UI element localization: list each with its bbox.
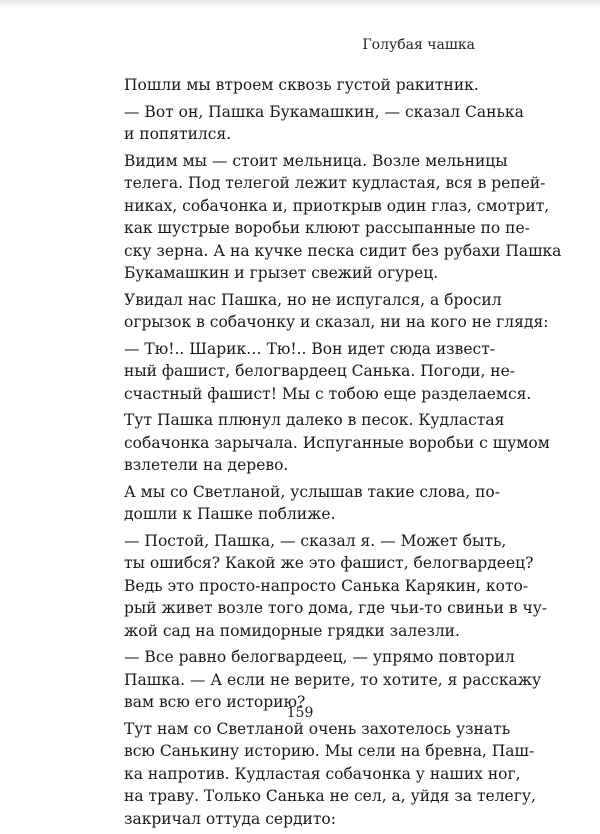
text-line: телега. Под телегой лежит кудластая, вся в репей- — [124, 174, 546, 192]
text-line: как шустрые воробьи клюют рассыпанные по пе- — [124, 219, 530, 237]
text-line: огрызок в собачонку и сказал, ни на кого не глядя: — [124, 313, 549, 331]
paragraph — [124, 338, 532, 406]
text-line: ка напротив. Кудластая собачонка у наших ног, — [124, 764, 521, 783]
text-line: ный фашист, белогвардеец Санька. Погоди, не- — [124, 362, 516, 380]
text-line: никах, собачонка и, приоткрыв один глаз, смотрит, — [124, 196, 550, 215]
text-line: — Тю!.. Шарик… Тю!.. Вон идет сюда извест- — [124, 339, 496, 358]
text-line: Тут Пашка плюнул далеко в песок. Кудластая — [124, 411, 505, 429]
paragraph — [124, 289, 549, 334]
paragraph — [124, 409, 550, 477]
text-line: Ведь это просто-напросто Санька Карякин, кото- — [124, 576, 529, 595]
text-line: Пошли мы втроем сквозь густой ракитник. — [124, 76, 479, 94]
text-line: на траву. Только Санька не сел, а, уйдя за телегу, — [124, 787, 536, 805]
text-line: Букамашкин и грызет свежий огурец. — [124, 264, 439, 282]
text-line: и попятился. — [124, 125, 232, 143]
text-line: — Все равно белогвардеец, — упрямо повторил — [124, 648, 515, 666]
text-line: вам всю его историю? — [124, 693, 306, 711]
page-top-edge — [0, 0, 600, 8]
page-number: 159 — [286, 705, 314, 721]
paragraph — [124, 74, 479, 97]
paragraph — [124, 718, 536, 831]
text-line: собачонка зарычала. Испуганные воробьи с шумом — [124, 433, 550, 452]
text-line: А мы со Светланой, услышав такие слова, по- — [124, 482, 500, 501]
text-line: Увидал нас Пашка, но не испугался, а бросил — [124, 290, 502, 309]
paragraph — [124, 481, 500, 526]
text-line: — Постой, Пашка, — сказал я. — Может быть, — [124, 531, 507, 550]
text-line: — Вот он, Пашка Букамашкин, — сказал Санька — [124, 102, 524, 121]
text-line: всю Санькину историю. Мы сели на бревна, Паш- — [124, 742, 535, 760]
text-line: ты ошибся? Какой же это фашист, белогвардеец? — [124, 554, 534, 572]
text-line: дошли к Пашке поближе. — [124, 505, 336, 523]
paragraph — [124, 101, 524, 146]
text-line: Пашка. — А если не верите, то хотите, я расскажу — [124, 670, 542, 689]
text-line: закричал оттуда сердито: — [124, 809, 336, 828]
text-line: Видим мы — стоит мельница. Возле мельницы — [124, 151, 508, 170]
paragraph — [124, 530, 548, 643]
running-title: Голубая чашка — [362, 37, 475, 53]
paragraph — [124, 646, 542, 714]
text-line: ску зерна. А на кучке песка сидит без рубахи Пашка — [124, 241, 562, 260]
text-line: жой сад на помидорные грядки залезли. — [124, 621, 460, 640]
text-line: счастный фашист! Мы с тобою еще разделаемся. — [124, 384, 532, 403]
text-line: взлетели на дерево. — [124, 456, 289, 474]
text-line: рый живет возле того дома, где чьи-то свиньи в чу- — [124, 599, 548, 617]
paragraph — [124, 150, 562, 285]
text-line: Тут нам со Светланой очень захотелось узнать — [124, 719, 511, 738]
